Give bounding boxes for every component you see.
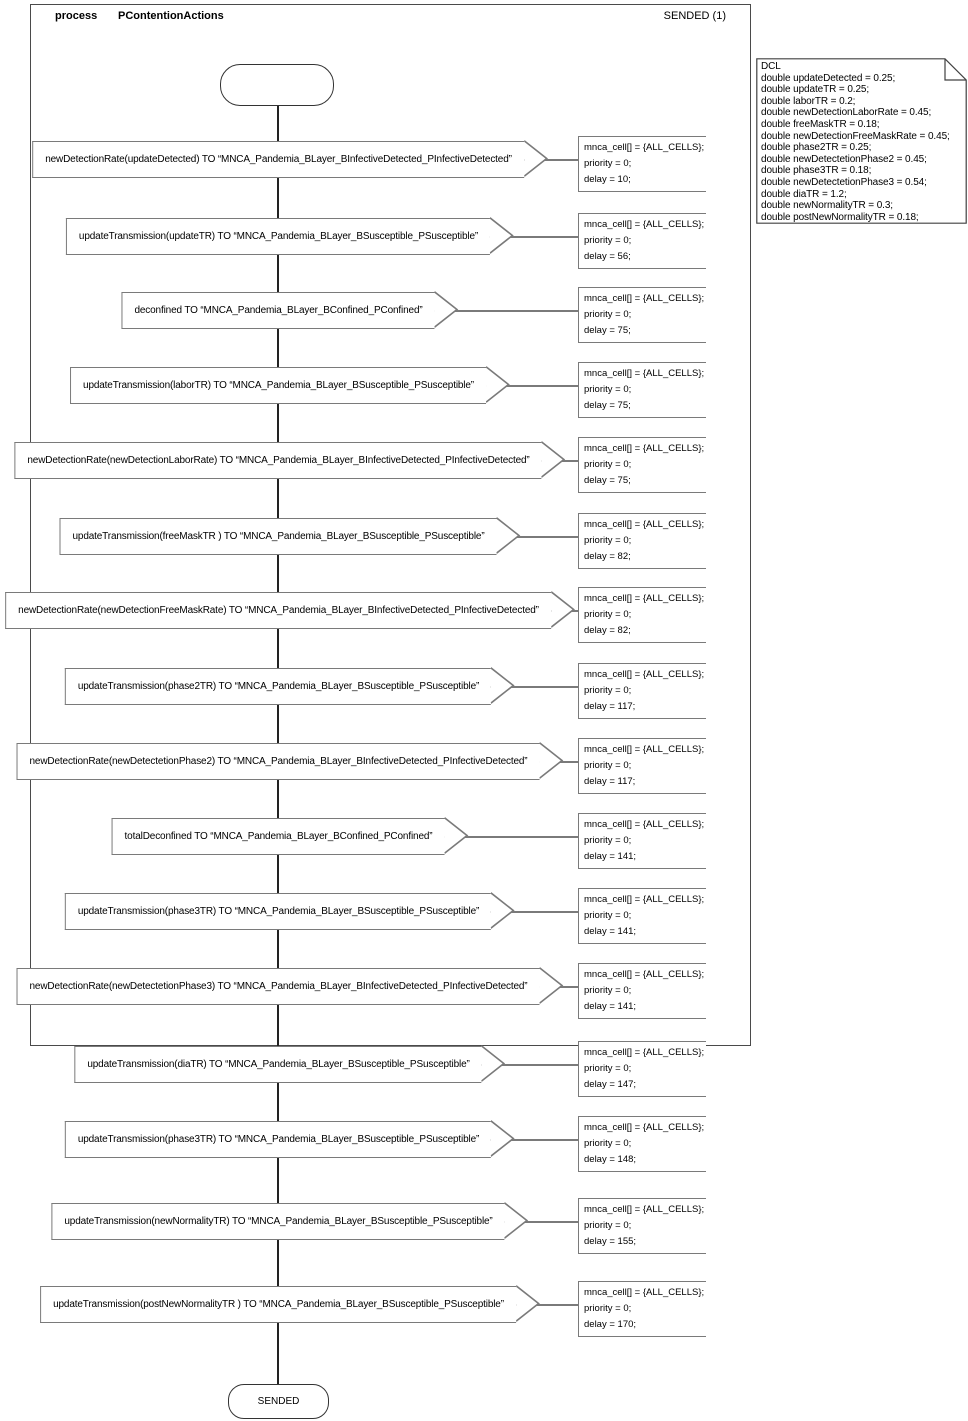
comment-priority-line: priority = 0; <box>584 459 632 470</box>
comment-priority-line: priority = 0; <box>584 235 632 246</box>
send-statement-text: updateTransmission(updateTR) TO “MNCA_Pandemia_BLayer_BSusceptible_PSusceptible” <box>78 231 479 242</box>
send-statement-text: totalDeconfined TO “MNCA_Pandemia_BLayer_BConfined_PConfined” <box>124 831 433 842</box>
comment-delay-line: delay = 75; <box>584 325 631 336</box>
send-symbol-arrow-tip <box>491 892 515 929</box>
comment-priority-line: priority = 0; <box>584 158 632 169</box>
comment-box <box>578 1281 706 1337</box>
comment-delay-line: delay = 10; <box>584 174 631 185</box>
output-send-symbol <box>40 1286 516 1323</box>
dcl-line: double newDetectetionPhase3 = 0.54; <box>761 176 927 188</box>
send-statement-text: deconfined TO “MNCA_Pandemia_BLayer_BConfined_PConfined” <box>134 305 423 316</box>
send-symbol-arrow-tip <box>539 967 563 1004</box>
comment-cell-line: mnca_cell[] = {ALL_CELLS}; <box>584 669 705 680</box>
output-send-symbol <box>121 292 434 329</box>
comment-cell-line: mnca_cell[] = {ALL_CELLS}; <box>584 969 705 980</box>
send-symbol-arrow-tip <box>539 742 563 779</box>
send-statement-text: updateTransmission(diaTR) TO “MNCA_Pandemia_BLayer_BSusceptible_PSusceptible” <box>87 1059 470 1070</box>
dcl-text <box>761 61 963 223</box>
output-send-symbol <box>5 592 551 629</box>
comment-priority-line: priority = 0; <box>584 760 632 771</box>
comment-box <box>578 213 706 269</box>
send-statement-text: updateTransmission(phase3TR) TO “MNCA_Pandemia_BLayer_BSusceptible_PSusceptible” <box>77 906 480 917</box>
output-send-symbol <box>60 518 497 555</box>
comment-box <box>578 888 706 944</box>
send-statement-text: updateTransmission(newNormalityTR) TO “MNCA_Pandemia_BLayer_BSusceptible_PSusceptible” <box>64 1216 493 1227</box>
comment-delay-line: delay = 82; <box>584 625 631 636</box>
flow-line <box>277 255 279 292</box>
comment-cell-line: mnca_cell[] = {ALL_CELLS}; <box>584 519 705 530</box>
output-send-symbol <box>32 141 524 178</box>
comment-priority-line: priority = 0; <box>584 535 632 546</box>
send-statement-text: updateTransmission(postNewNormalityTR ) TO “MNCA_Pandemia_BLayer_BSusceptible_PSusceptible” <box>53 1299 504 1310</box>
flow-line <box>277 1240 279 1286</box>
flow-line <box>277 1083 279 1121</box>
comment-priority-line: priority = 0; <box>584 609 632 620</box>
output-send-symbol <box>17 968 540 1005</box>
flow-line <box>277 479 279 518</box>
flow-line <box>277 705 279 743</box>
comment-cell-line: mnca_cell[] = {ALL_CELLS}; <box>584 744 705 755</box>
send-statement-text: updateTransmission(phase3TR) TO “MNCA_Pandemia_BLayer_BSusceptible_PSusceptible” <box>77 1134 480 1145</box>
output-send-symbol <box>65 893 491 930</box>
end-state-label: SENDED <box>257 1396 300 1407</box>
output-send-symbol <box>17 743 540 780</box>
send-symbol-arrow-tip <box>490 217 514 254</box>
comment-box <box>578 1041 706 1097</box>
comment-box <box>578 738 706 794</box>
comment-delay-line: delay = 117; <box>584 701 636 712</box>
flow-line <box>277 855 279 893</box>
comment-box <box>578 1198 706 1254</box>
comment-delay-line: delay = 141; <box>584 1001 637 1012</box>
comment-delay-line: delay = 155; <box>584 1236 637 1247</box>
flow-line <box>277 104 279 141</box>
send-symbol-arrow-tip <box>505 1202 529 1239</box>
send-statement-text: newDetectionRate(newDetectionLaborRate) TO “MNCA_Pandemia_BLayer_BInfectiveDetected_PInfectiveDetected” <box>27 455 530 466</box>
send-symbol-arrow-tip <box>497 517 521 554</box>
comment-box <box>578 813 706 869</box>
dcl-line: double freeMaskTR = 0.18; <box>761 118 880 130</box>
flow-line <box>277 1323 279 1384</box>
dcl-line: double newNormalityTR = 0.3; <box>761 200 893 212</box>
dcl-line: double updateTR = 0.25; <box>761 84 870 96</box>
send-symbol-arrow-tip <box>482 1045 506 1082</box>
comment-box <box>578 287 706 343</box>
comment-priority-line: priority = 0; <box>584 910 632 921</box>
process-name: PContentionActions <box>118 10 224 22</box>
comment-priority-line: priority = 0; <box>584 1220 632 1231</box>
comment-delay-line: delay = 141; <box>584 926 637 937</box>
process-keyword: process <box>55 10 98 22</box>
comment-box <box>578 587 706 643</box>
comment-cell-line: mnca_cell[] = {ALL_CELLS}; <box>584 894 705 905</box>
comment-priority-line: priority = 0; <box>584 309 632 320</box>
send-symbol-arrow-tip <box>516 1285 540 1322</box>
comment-delay-line: delay = 82; <box>584 551 631 562</box>
comment-delay-line: delay = 141; <box>584 851 637 862</box>
dcl-line: double updateDetected = 0.25; <box>761 72 896 84</box>
dcl-title: DCL <box>761 61 781 72</box>
comment-cell-line: mnca_cell[] = {ALL_CELLS}; <box>584 293 705 304</box>
comment-cell-line: mnca_cell[] = {ALL_CELLS}; <box>584 368 705 379</box>
comment-cell-line: mnca_cell[] = {ALL_CELLS}; <box>584 443 705 454</box>
output-send-symbol <box>112 818 445 855</box>
output-send-symbol <box>74 1046 481 1083</box>
send-symbol-arrow-tip <box>491 667 515 704</box>
comment-cell-line: mnca_cell[] = {ALL_CELLS}; <box>584 1047 705 1058</box>
flow-line <box>277 404 279 442</box>
comment-box <box>578 437 706 493</box>
comment-delay-line: delay = 117; <box>584 776 636 787</box>
flow-line <box>277 629 279 668</box>
send-statement-text: newDetectionRate(newDetectetionPhase3) TO “MNCA_Pandemia_BLayer_BInfectiveDetected_PInfectiveDetected” <box>29 981 528 992</box>
comment-cell-line: mnca_cell[] = {ALL_CELLS}; <box>584 593 705 604</box>
comment-delay-line: delay = 147; <box>584 1079 637 1090</box>
dcl-line: double laborTR = 0.2; <box>761 95 856 107</box>
flow-line <box>277 930 279 968</box>
start-symbol <box>220 64 334 106</box>
dcl-line: double phase3TR = 0.18; <box>761 165 872 177</box>
send-symbol-arrow-tip <box>435 291 459 328</box>
output-send-symbol <box>51 1203 504 1240</box>
comment-cell-line: mnca_cell[] = {ALL_CELLS}; <box>584 1122 705 1133</box>
output-send-symbol <box>14 442 541 479</box>
comment-box <box>578 362 706 418</box>
comment-delay-line: delay = 148; <box>584 1154 637 1165</box>
dcl-line: double newDetectionFreeMaskRate = 0.45; <box>761 130 950 142</box>
comment-priority-line: priority = 0; <box>584 384 632 395</box>
send-symbol-arrow-tip <box>524 140 548 177</box>
comment-box <box>578 963 706 1019</box>
comment-box <box>578 136 706 192</box>
send-statement-text: updateTransmission(freeMaskTR ) TO “MNCA_Pandemia_BLayer_BSusceptible_PSusceptible” <box>72 531 485 542</box>
comment-priority-line: priority = 0; <box>584 1138 632 1149</box>
dcl-line: double diaTR = 1.2; <box>761 188 847 200</box>
output-send-symbol <box>65 668 491 705</box>
send-symbol-arrow-tip <box>551 591 575 628</box>
comment-box <box>578 663 706 719</box>
comment-delay-line: delay = 56; <box>584 251 631 262</box>
dcl-line: double phase2TR = 0.25; <box>761 142 872 154</box>
comment-priority-line: priority = 0; <box>584 985 632 996</box>
comment-cell-line: mnca_cell[] = {ALL_CELLS}; <box>584 1287 705 1298</box>
dcl-line: double postNewNormalityTR = 0.18; <box>761 211 919 223</box>
end-state-symbol <box>228 1384 329 1419</box>
send-symbol-arrow-tip <box>444 817 468 854</box>
page-indicator: SENDED (1) <box>663 10 726 22</box>
comment-delay-line: delay = 75; <box>584 400 631 411</box>
comment-box <box>578 1116 706 1172</box>
comment-box <box>578 513 706 569</box>
flow-line <box>277 329 279 367</box>
comment-cell-line: mnca_cell[] = {ALL_CELLS}; <box>584 219 705 230</box>
comment-delay-line: delay = 75; <box>584 475 631 486</box>
flow-line <box>277 1005 279 1046</box>
comment-cell-line: mnca_cell[] = {ALL_CELLS}; <box>584 1204 705 1215</box>
send-symbol-arrow-tip <box>542 441 566 478</box>
flow-line <box>277 1158 279 1203</box>
comment-priority-line: priority = 0; <box>584 1303 632 1314</box>
send-statement-text: newDetectionRate(updateDetected) TO “MNCA_Pandemia_BLayer_BInfectiveDetected_PInfectiveDetected” <box>45 154 512 165</box>
send-symbol-arrow-tip <box>486 366 510 403</box>
comment-delay-line: delay = 170; <box>584 1319 637 1330</box>
comment-priority-line: priority = 0; <box>584 1063 632 1074</box>
comment-cell-line: mnca_cell[] = {ALL_CELLS}; <box>584 819 705 830</box>
send-symbol-arrow-tip <box>491 1120 515 1157</box>
send-statement-text: newDetectionRate(newDetectionFreeMaskRate) TO “MNCA_Pandemia_BLayer_BInfectiveDetected_PInfectiveDetected” <box>18 605 539 616</box>
output-send-symbol <box>66 218 490 255</box>
send-statement-text: updateTransmission(laborTR) TO “MNCA_Pandemia_BLayer_BSusceptible_PSusceptible” <box>83 380 474 391</box>
flow-line <box>277 780 279 818</box>
output-send-symbol <box>70 367 486 404</box>
dcl-line: double newDetectionLaborRate = 0.45; <box>761 107 932 119</box>
send-statement-text: newDetectionRate(newDetectetionPhase2) TO “MNCA_Pandemia_BLayer_BInfectiveDetected_PInfectiveDetected” <box>29 756 528 767</box>
comment-priority-line: priority = 0; <box>584 685 632 696</box>
comment-cell-line: mnca_cell[] = {ALL_CELLS}; <box>584 142 705 153</box>
flow-line <box>277 178 279 218</box>
comment-priority-line: priority = 0; <box>584 835 632 846</box>
send-statement-text: updateTransmission(phase2TR) TO “MNCA_Pandemia_BLayer_BSusceptible_PSusceptible” <box>77 681 480 692</box>
dcl-line: double newDetectetionPhase2 = 0.45; <box>761 153 927 165</box>
dcl-note <box>756 58 967 224</box>
output-send-symbol <box>65 1121 491 1158</box>
flow-line <box>277 555 279 592</box>
